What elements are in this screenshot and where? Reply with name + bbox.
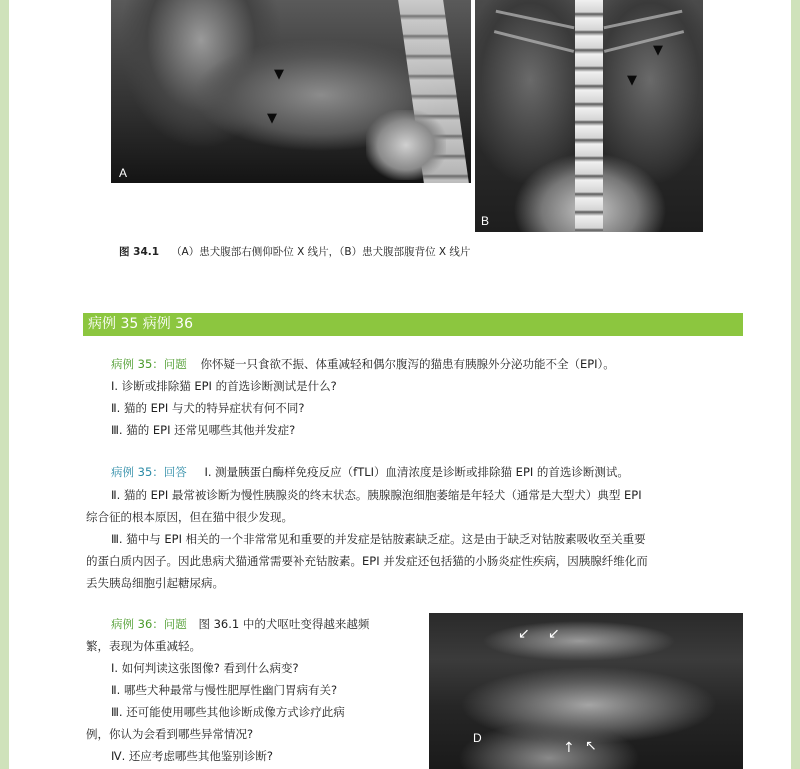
xray-rib bbox=[494, 30, 574, 53]
arrowhead-icon: ▼ bbox=[653, 43, 663, 58]
section-header bbox=[83, 313, 743, 336]
case35-question-text: 你怀疑一只食欲不振、体重减轻和偶尔腹泻的猫患有胰腺外分泌功能不全（EPI）。 bbox=[200, 357, 615, 371]
case36-question-3-cont: 例，你认为会看到哪些异常情况? bbox=[86, 727, 254, 741]
ultrasound-label-d: D bbox=[473, 731, 482, 745]
panel-label-a: A bbox=[119, 166, 128, 180]
case36-question-line: 繁，表现为体重减轻。 bbox=[86, 639, 201, 653]
case35-answer-line-4: Ⅲ. 猫中与 EPI 相关的一个非常常见和重要的并发症是钴胺素缺乏症。这是由于缺乏对钴胺素吸收至关重要 bbox=[111, 532, 646, 546]
case36-question-intro bbox=[111, 614, 369, 634]
case35-question-3: Ⅲ. 猫的 EPI 还常见哪些其他并发症? bbox=[111, 423, 296, 437]
xray-rib bbox=[496, 10, 575, 30]
xray-rib bbox=[604, 30, 684, 53]
arrowhead-icon: ▼ bbox=[267, 111, 277, 126]
figure-caption-text: （A）患犬腹部右侧仰卧位 X 线片，（B）患犬腹部腹背位 X 线片 bbox=[171, 246, 471, 258]
arrowhead-icon: ▼ bbox=[627, 73, 637, 88]
section-header-text: 病例 35 病例 36 bbox=[88, 316, 193, 332]
ultrasound-image bbox=[429, 613, 743, 769]
case35-answer-line-2: Ⅱ. 猫的 EPI 最常被诊断为慢性胰腺炎的终末状态。胰腺腺泡细胞萎缩是年轻犬（通常是大型犬）典型 EPI bbox=[111, 488, 642, 502]
case36-question-1: Ⅰ. 如何判读这张图像? 看到什么病变? bbox=[111, 661, 299, 675]
case36-question-text: 图 36.1 中的犬呕吐变得越来越频 bbox=[198, 617, 370, 631]
arrow-icon: ↙ bbox=[518, 626, 530, 642]
case35-question-label: 病例 35：问题 bbox=[111, 357, 187, 371]
xray-pelvis bbox=[366, 110, 446, 180]
arrow-icon: ↙ bbox=[548, 626, 560, 642]
case36-question-label: 病例 36：问题 bbox=[111, 617, 187, 631]
case36-question-2: Ⅱ. 哪些犬种最常与慢性肥厚性幽门胃病有关? bbox=[111, 683, 338, 697]
case35-answer-line-3: 综合征的根本原因，但在猫中很少发现。 bbox=[86, 510, 293, 524]
xray-vd-image bbox=[475, 0, 703, 232]
case36-question-4: Ⅳ. 还应考虑哪些其他鉴别诊断? bbox=[111, 749, 274, 763]
case35-answer-line-5: 的蛋白质内因子。因此患病犬猫通常需要补充钴胺素。EPI 并发症还包括猫的小肠炎症性疾病，因胰腺纤维化而 bbox=[86, 554, 648, 568]
figure-caption bbox=[119, 244, 470, 259]
page-border-left bbox=[0, 0, 9, 769]
arrowhead-icon: ▼ bbox=[274, 67, 284, 82]
case36-question-3: Ⅲ. 还可能使用哪些其他诊断成像方式诊疗此病 bbox=[111, 705, 345, 719]
xray-rib bbox=[604, 10, 683, 30]
case35-answer-text: Ⅰ. 测量胰蛋白酶样免疫反应（fTLI）血清浓度是诊断或排除猫 EPI 的首选诊断测试。 bbox=[204, 465, 629, 479]
case35-answer-label: 病例 35：回答 bbox=[111, 465, 187, 479]
xray-lateral-image bbox=[111, 0, 471, 183]
case35-question-intro bbox=[111, 354, 615, 374]
panel-label-b: B bbox=[481, 214, 490, 228]
case35-answer-line-6: 丢失胰岛细胞引起糖尿病。 bbox=[86, 576, 224, 590]
case35-question-2: Ⅱ. 猫的 EPI 与犬的特异症状有何不同? bbox=[111, 401, 305, 415]
case35-question-1: Ⅰ. 诊断或排除猫 EPI 的首选诊断测试是什么? bbox=[111, 379, 337, 393]
page-border-right bbox=[791, 0, 800, 769]
arrow-icon: ↖ bbox=[585, 738, 597, 754]
case35-answer-line-1 bbox=[111, 462, 629, 482]
arrow-icon: ↑ bbox=[563, 740, 575, 756]
figure-number: 图 34.1 bbox=[119, 246, 160, 258]
xray-spine bbox=[575, 0, 603, 232]
